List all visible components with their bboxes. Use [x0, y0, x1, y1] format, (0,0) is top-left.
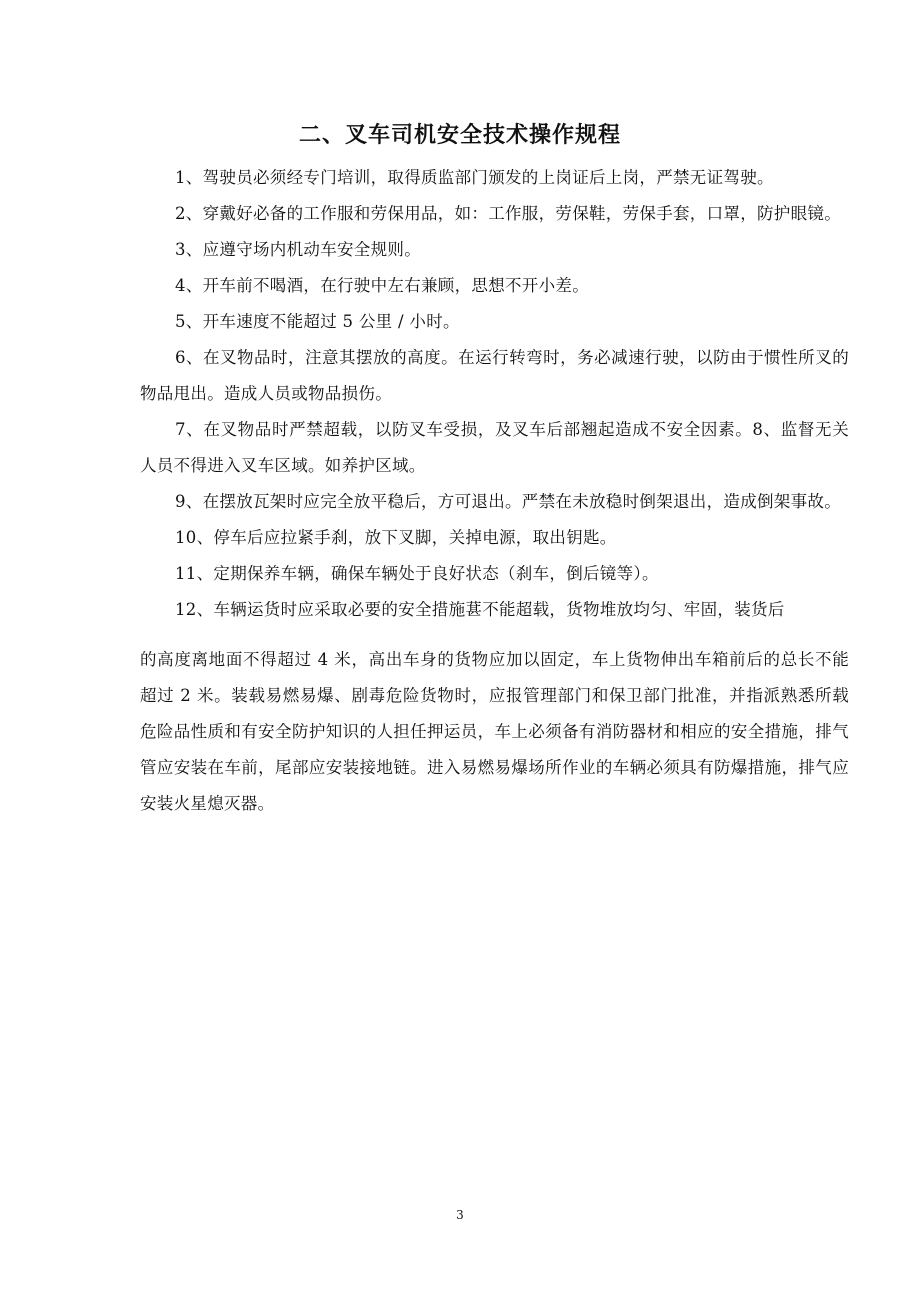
paragraph-12: 12、车辆运货时应采取必要的安全措施葚不能超载，货物堆放均匀、牢固，装货后 [175, 600, 785, 619]
paragraph-10: 10、停车后应拉紧手刹，放下叉脚，关掉电源，取出钥匙。 [175, 528, 617, 547]
paragraph-9: 9、在摆放瓦架时应完全放平稳后，方可退出。严禁在未放稳时倒架退出，造成倒架事故。 [175, 492, 841, 511]
paragraph-12-continued: 的高度离地面不得超过 4 米，高出车身的货物应加以固定，车上货物伸出车箱前后的总长不能超过 2 米。装载易燃易爆、剧毒危险货物时，应报管理部门和保卫部门批准，并指派熟悉所载危险品性质和有安全防护知识的人担任押运员，车上必须备有消防器材和相应的安全措施，排气管应安装在车前，尾部应安装接地链。进入易燃易爆场所作业的车辆必须具有防爆措施，排气应安装火星熄灭器。 [140, 650, 849, 813]
paragraph-6: 6、在叉物品时，注意其摆放的高度。在运行转弯时，务必减速行驶，以防由于惯性所叉的物品甩出。造成人员或物品损伤。 [140, 348, 849, 403]
paragraph-11: 11、定期保养车辆，确保车辆处于良好状态（刹车，倒后镜等）。 [175, 564, 659, 583]
document-body [140, 160, 849, 822]
paragraph-4: 4、开车前不喝酒，在行驶中左右兼顾，思想不开小差。 [175, 276, 589, 295]
paragraph-7: 7、在叉物品时严禁超载，以防叉车受损，及叉车后部翘起造成不安全因素。8、监督无关人员不得进入叉车区域。如养护区域。 [140, 420, 849, 475]
paragraph-5: 5、开车速度不能超过 5 公里 / 小时。 [175, 312, 460, 331]
paragraph-1: 1、驾驶员必须经专门培训，取得质监部门颁发的上岗证后上岗，严禁无证驾驶。 [175, 168, 774, 187]
paragraph-3: 3、应遵守场内机动车安全规则。 [175, 240, 421, 259]
paragraph-2: 2、穿戴好必备的工作服和劳保用品，如：工作服，劳保鞋，劳保手套，口罩，防护眼镜。 [175, 204, 841, 223]
document-title: 二、叉车司机安全技术操作规程 [298, 123, 621, 148]
page-number: 3 [456, 1208, 464, 1222]
